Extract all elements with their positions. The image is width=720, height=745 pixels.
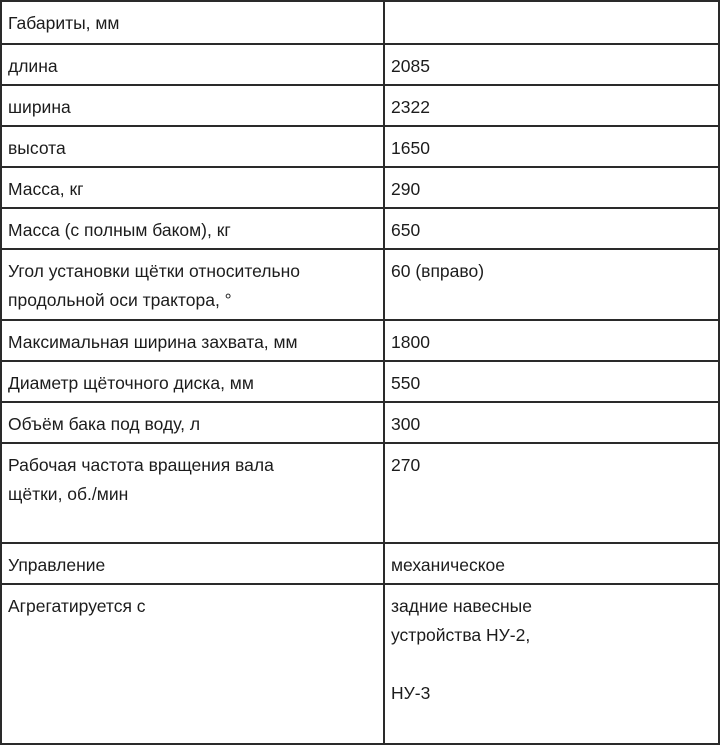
row-value: 270 (391, 455, 421, 475)
row-name-cell (1, 402, 384, 443)
row-value-cell (384, 402, 719, 443)
row-name: ширина (8, 97, 71, 117)
table-row-rotation-speed (1, 443, 719, 543)
row-value: 300 (391, 414, 421, 434)
row-name-cell (1, 208, 384, 249)
row-value: 2322 (391, 97, 430, 117)
table-row-height (1, 126, 719, 167)
table-row-mass (1, 167, 719, 208)
table-row-water-tank (1, 402, 719, 443)
row-name: Агрегатируется с (8, 596, 146, 616)
row-value-cell (384, 208, 719, 249)
row-name-cell (1, 1, 384, 44)
row-value-cell (384, 167, 719, 208)
row-value: 2085 (391, 56, 430, 76)
row-value-cell (384, 249, 719, 320)
row-name-cell (1, 85, 384, 126)
row-name-cell (1, 361, 384, 402)
row-name-cell (1, 320, 384, 361)
row-value-cell (384, 361, 719, 402)
row-value: 1650 (391, 138, 430, 158)
row-value-cell (384, 543, 719, 584)
row-name-cell (1, 543, 384, 584)
row-name: Угол установки щётки относительно продольной оси трактора, ° (8, 261, 301, 310)
row-value-cell (384, 85, 719, 126)
row-value: 60 (вправо) (391, 261, 485, 281)
row-name-cell (1, 584, 384, 744)
table-row-disc-diameter (1, 361, 719, 402)
row-value-cell (384, 1, 719, 44)
row-name: Управление (8, 555, 106, 575)
row-name-cell (1, 44, 384, 85)
row-name-cell (1, 167, 384, 208)
row-value: механическое (391, 555, 506, 575)
table-row-coupling (1, 584, 719, 744)
row-name-cell (1, 249, 384, 320)
table-row-length (1, 44, 719, 85)
row-value-cell (384, 126, 719, 167)
row-value: 1800 (391, 332, 430, 352)
row-name: Рабочая частота вращения вала щётки, об./мин (8, 455, 274, 504)
table-row-width (1, 85, 719, 126)
row-name: Масса (с полным баком), кг (8, 220, 231, 240)
row-value-cell (384, 443, 719, 543)
row-value: 550 (391, 373, 421, 393)
row-name: Габариты, мм (8, 13, 120, 33)
table-row-mass-full-tank (1, 208, 719, 249)
row-name: Диаметр щёточного диска, мм (8, 373, 254, 393)
row-value: 290 (391, 179, 421, 199)
row-name-cell (1, 443, 384, 543)
table-row-control (1, 543, 719, 584)
row-name: высота (8, 138, 66, 158)
row-value: 650 (391, 220, 421, 240)
row-name: Максимальная ширина захвата, мм (8, 332, 298, 352)
row-value-cell (384, 320, 719, 361)
row-value (391, 2, 712, 9)
table-row-dimensions (1, 1, 719, 44)
row-name: длина (8, 56, 58, 76)
table-row-brush-angle (1, 249, 719, 320)
row-name: Масса, кг (8, 179, 84, 199)
row-name: Объём бака под воду, л (8, 414, 201, 434)
table-row-max-width (1, 320, 719, 361)
row-value-cell (384, 44, 719, 85)
row-value: задние навесные устройства НУ-2, НУ-3 (391, 596, 532, 703)
row-value-cell (384, 584, 719, 744)
row-name-cell (1, 126, 384, 167)
